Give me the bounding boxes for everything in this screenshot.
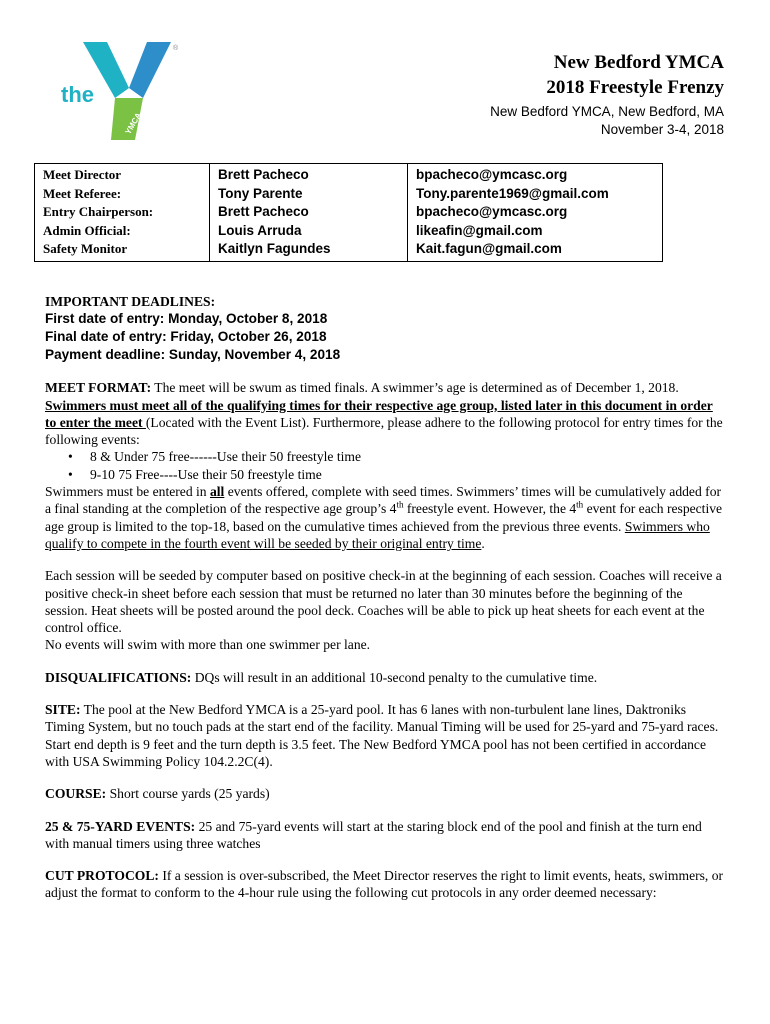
- logo-ymca-text: YMCA: [123, 111, 144, 136]
- course-text: Short course yards (25 yards): [106, 786, 270, 802]
- list-item: • 9-10 75 Free----Use their 50 freestyle time: [90, 466, 727, 483]
- official-role: Meet Director: [43, 167, 122, 182]
- official-role: Meet Referee:: [43, 185, 122, 201]
- one-swimmer-per-lane-note: No events will swim with more than one swimmer per lane.: [45, 637, 371, 653]
- meet-dates: November 3-4, 2018: [600, 122, 724, 137]
- superscript: th: [396, 499, 404, 510]
- text-span: .: [481, 535, 485, 551]
- meet-title-line1: New Bedford YMCA: [553, 52, 724, 73]
- officials-emails-column: [408, 164, 663, 262]
- cut-protocol-text: If a session is over-subscribed, the Meet Director reserves the right to limit events, heats, swimmers, or adjust the format to conform to the 4-hour rule using the following cut protocols in any order deemed necessary:: [45, 868, 724, 901]
- meet-format-paragraph: [45, 379, 727, 448]
- logo-the-text: the: [61, 82, 94, 107]
- official-email[interactable]: Tony.parente1969@gmail.com: [416, 185, 609, 201]
- disqualifications-text: DQs will result in an additional 10-second penalty to the cumulative time.: [191, 669, 598, 685]
- official-role: Admin Official:: [43, 222, 131, 238]
- official-email[interactable]: likeafin@gmail.com: [416, 222, 543, 238]
- deadline-item: Final date of entry: Friday, October 26, 2018: [45, 329, 327, 345]
- official-role: Safety Monitor: [43, 241, 128, 256]
- list-item: • 8 & Under 75 free------Use their 50 freestyle time: [90, 448, 727, 465]
- deadline-item: Payment deadline: Sunday, November 4, 2018: [45, 347, 341, 363]
- text-span: events offered, complete with seed times. Swimmers’ times will be cumulatively added for a final standing at the completion of the respective age group’s 4: [45, 484, 722, 517]
- superscript: th: [576, 499, 584, 510]
- meet-format-label: MEET FORMAT:: [45, 380, 152, 396]
- entry-time-protocol-list: [45, 448, 727, 483]
- meet-location: New Bedford YMCA, New Bedford, MA: [490, 104, 724, 119]
- meet-format-qualifying-note: Swimmers must meet all of the qualifying times for their respective age group, listed later in this document in order to enter the meet: [45, 397, 713, 430]
- course-paragraph: [45, 785, 727, 802]
- site-label: SITE:: [45, 702, 81, 718]
- deadline-item: First date of entry: Monday, October 8, 2018: [45, 311, 328, 327]
- meet-title-line2: 2018 Freestyle Frenzy: [546, 77, 724, 98]
- official-name: Louis Arruda: [218, 222, 302, 238]
- official-name: Kaitlyn Fagundes: [218, 241, 331, 256]
- official-name: Brett Pacheco: [218, 204, 309, 219]
- ymca-logo: [55, 40, 185, 145]
- text-span: event for each respective age group is limited to the top-18, based on the cumulative times achieved from the previous three events.: [45, 501, 723, 534]
- official-name: Tony Parente: [218, 185, 303, 201]
- deadlines-heading: IMPORTANT DEADLINES:: [45, 294, 216, 309]
- course-label: COURSE:: [45, 786, 107, 802]
- document-body: [45, 293, 727, 902]
- cut-protocol-paragraph: [45, 867, 727, 902]
- document-header: [490, 50, 724, 139]
- site-paragraph: [45, 701, 727, 770]
- disqualifications-label: DISQUALIFICATIONS:: [45, 669, 192, 685]
- officials-names-column: [210, 164, 408, 262]
- text-span: Swimmers must be entered in: [45, 484, 210, 500]
- official-email[interactable]: Kait.fagun@gmail.com: [416, 241, 562, 256]
- official-name: Brett Pacheco: [218, 167, 309, 182]
- disqualifications-paragraph: [45, 669, 727, 686]
- text-span: freestyle event. However, the 4: [403, 501, 577, 517]
- officials-table: [34, 163, 663, 262]
- seeding-paragraph: Each session will be seeded by computer based on positive check-in at the beginning of each session. Coaches will receive a positive check-in sheet before each session that must be returned no later than 30 minutes before the beginning of the session. Heat sheets will be posted around the pool deck. Coaches will be able to pick up heat sheets for each event at the control office.: [45, 568, 722, 636]
- logo-registered-mark: ®: [173, 45, 179, 52]
- fourth-event-seeding-note: Swimmers who qualify to compete in the fourth event will be seeded by their original entry time: [45, 518, 710, 551]
- events-text: 25 and 75-yard events will start at the staring block end of the pool and finish at the turn end with manual timers using three watches: [45, 818, 702, 851]
- official-email[interactable]: bpacheco@ymcasc.org: [416, 167, 568, 182]
- cumulative-standing-paragraph: [45, 483, 727, 552]
- cut-protocol-label: CUT PROTOCOL:: [45, 868, 159, 884]
- logo-y-right-arm: [129, 42, 171, 98]
- site-text: The pool at the New Bedford YMCA is a 25-yard pool. It has 6 lanes with non-turbulent lane lines, Daktroniks Timing System, but no touch pads at the start end of the facility. Manual Timing will be used for 25-yard and 75-yard races. Start end depth is 9 feet and the turn depth is 3.5 feet. The New Bedford YMCA pool has not been certified in accordance with USA Swimming Policy 104.2.2C(4).: [45, 702, 719, 769]
- official-role: Entry Chairperson:: [43, 204, 154, 219]
- officials-roles-column: [35, 164, 210, 262]
- events-paragraph: [45, 818, 727, 853]
- meet-format-text: (Located with the Event List). Furthermore, please adhere to the following protocol for entry times for the following events:: [45, 414, 723, 448]
- events-label: 25 & 75-YARD EVENTS:: [45, 818, 196, 834]
- official-email[interactable]: bpacheco@ymcasc.org: [416, 204, 568, 219]
- meet-format-text: The meet will be swum as timed finals. A swimmer’s age is determined as of December 1, 2018.: [151, 380, 679, 396]
- emphasis-all: all: [209, 484, 225, 500]
